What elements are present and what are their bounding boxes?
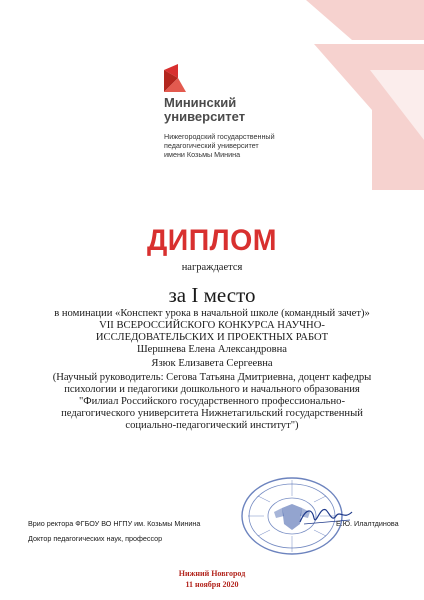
awarded-label: награждается — [181, 262, 243, 273]
logo-subtitle — [164, 132, 314, 159]
logo-name-line1: Мининский — [164, 95, 237, 110]
diploma-title: ДИПЛОМ — [146, 224, 278, 257]
city-label: Нижний Новгород — [178, 569, 246, 578]
body-line: (Научный руководитель: Сегова Татьяна Дмитриевна, доцент кафедры — [52, 372, 372, 383]
rector-title: Врио ректора ФГБОУ ВО НГПУ им. Козьмы Минина — [28, 519, 201, 528]
logo-name — [164, 96, 245, 124]
date-label: 11 ноября 2020 — [185, 580, 239, 589]
body-line: Шершнева Елена Александровна — [137, 344, 287, 355]
body-line: "Филиал Российского государственного профессионально- — [78, 396, 345, 407]
logo-sub-line1: Нижегородский государственный — [164, 132, 275, 141]
body-line: педагогического университета Нижнетагильский государственный — [61, 408, 363, 419]
body-line: психологии и педагогики дошкольного и начального образования — [64, 384, 360, 395]
diploma-body — [20, 308, 404, 432]
logo-name-line2: университет — [164, 109, 246, 124]
minin-university-logo-icon — [156, 62, 190, 96]
logo-sub-line3: имени Козьмы Минина — [164, 150, 241, 159]
university-logo — [120, 62, 320, 172]
rector-name: Е.Ю. Илалтдинова — [336, 519, 399, 528]
rector-degree: Доктор педагогических наук, профессор — [28, 534, 163, 543]
body-line: в номинации «Конспект урока в начальной школе (командный зачет)» — [54, 308, 370, 319]
body-line: VII ВСЕРОССИЙСКОГО КОНКУРСА НАУЧНО- — [99, 320, 325, 331]
body-line: социально-педагогический институт") — [125, 420, 299, 431]
place-label: за I место — [168, 283, 256, 307]
top-right-pink-band — [306, 0, 424, 40]
body-line: Язюк Елизавета Сергеевна — [151, 358, 273, 369]
body-line: ИССЛЕДОВАТЕЛЬСКИХ И ПРОЕКТНЫХ РАБОТ — [95, 332, 329, 343]
logo-sub-line2: педагогический университет — [164, 141, 259, 150]
